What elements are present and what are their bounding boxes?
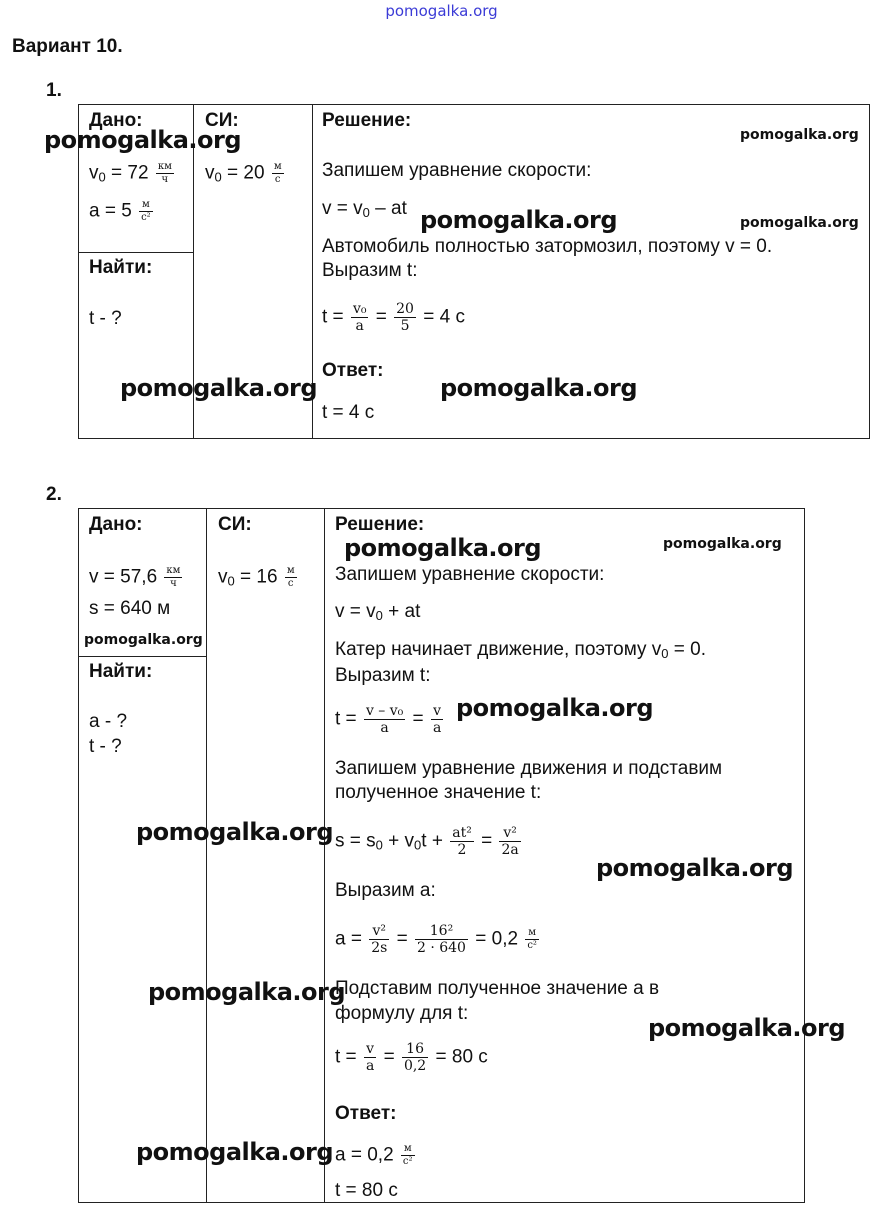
watermark: pomogalka.org <box>740 215 859 231</box>
watermark: pomogalka.org <box>120 374 318 402</box>
row-divider <box>79 656 206 657</box>
solution-line: Автомобиль полностью затормозил, поэтому v = 0. <box>322 236 773 257</box>
unit-fraction: $\frac{м}{\text{с²}}$ <box>402 1143 413 1167</box>
formula-fraction: $\frac{\text{at²}}{2}$ <box>452 825 472 859</box>
solution-line: Выразим t: <box>322 260 418 281</box>
formula-fraction: $\frac{20}{5}$ <box>396 301 414 335</box>
solution-line: Выразим a: <box>335 880 436 901</box>
watermark: pomogalka.org <box>596 854 794 882</box>
given-header: Дано: <box>89 514 143 535</box>
formula-fraction: $\frac{\text{v²}}{2s}$ <box>371 923 388 957</box>
answer-header: Ответ: <box>335 1103 397 1124</box>
row-divider <box>79 252 193 253</box>
solution-formula: t = $\frac{\text{v – v₀}}{a}$ = $\frac{v}{a}$ <box>335 703 442 737</box>
given-v: v = 57,6 $\frac{км}{ч}$ <box>89 565 181 589</box>
solution-line: Запишем уравнение движения и подставим <box>335 758 723 779</box>
watermark: pomogalka.org <box>344 534 542 562</box>
find-header: Найти: <box>89 661 153 682</box>
formula-fraction: $\frac{16}{0,2}$ <box>403 1041 427 1075</box>
formula-fraction: $\frac{v}{a}$ <box>365 1041 375 1075</box>
column-divider <box>206 509 207 1202</box>
solution-line: Запишем уравнение скорости: <box>322 160 592 181</box>
given-header: Дано: <box>89 110 143 131</box>
answer-value: a = 0,2 $\frac{м}{\text{с²}}$ <box>335 1143 413 1167</box>
si-header: СИ: <box>218 514 252 535</box>
watermark: pomogalka.org <box>136 1138 334 1166</box>
given-a: a = 5 $\frac{м}{\text{с²}}$ <box>89 199 151 223</box>
solution-formula: t = $\frac{\text{v₀}}{a}$ = $\frac{20}{5}$ = 4 с <box>322 301 465 335</box>
formula-fraction: $\frac{\text{v₀}}{a}$ <box>352 301 367 335</box>
watermark: pomogalka.org <box>456 694 654 722</box>
solution-line: формулу для t: <box>335 1003 469 1024</box>
solution-header: Решение: <box>335 514 425 535</box>
solution-line: Выразим t: <box>335 665 431 686</box>
given-s: s = 640 м <box>89 598 171 619</box>
watermark: pomogalka.org <box>84 632 203 648</box>
find-t: t - ? <box>89 308 122 329</box>
problem-1-number: 1. <box>46 80 62 101</box>
si-header: СИ: <box>205 110 239 131</box>
watermark: pomogalka.org <box>136 818 334 846</box>
watermark: pomogalka.org <box>44 126 242 154</box>
find-t: t - ? <box>89 736 122 757</box>
unit-fraction: $\frac{м}{\text{с²}}$ <box>527 927 537 952</box>
find-a: a - ? <box>89 711 128 732</box>
find-header: Найти: <box>89 257 153 278</box>
unit-fraction: $\frac{км}{ч}$ <box>157 161 172 185</box>
watermark: pomogalka.org <box>440 374 638 402</box>
solution-line: $v = v_0$ – at <box>322 198 407 220</box>
unit-fraction: $\frac{м}{с}$ <box>273 161 282 185</box>
solution-line: полученное значение t: <box>335 782 542 803</box>
solution-formula: t = $\frac{v}{a}$ = $\frac{16}{0,2}$ = 80 с <box>335 1041 488 1075</box>
answer-value: t = 80 с <box>335 1180 398 1201</box>
unit-fraction: $\frac{м}{с}$ <box>286 565 295 589</box>
watermark: pomogalka.org <box>740 127 859 143</box>
watermark: pomogalka.org <box>663 536 782 552</box>
solution-line: $v = v_0$ + at <box>335 601 421 623</box>
solution-line: Запишем уравнение скорости: <box>335 564 605 585</box>
site-header-link[interactable]: pomogalka.org <box>385 2 498 20</box>
solution-line: Катер начинает движение, поэтому $v_0 = 0$. <box>335 639 707 661</box>
formula-fraction: $\frac{\text{16²}}{2 \cdot 640}$ <box>416 923 466 957</box>
given-v0: $v_0 = 72$ $\frac{км}{ч}$ <box>89 161 172 185</box>
solution-formula: $s = s_0 + v_0t$ + $\frac{\text{at²}}{2}$ = $\frac{\text{v²}}{2a}$ <box>335 825 519 859</box>
solution-formula: a = $\frac{\text{v²}}{2s}$ = $\frac{\text{16²}}{2 \cdot 640}$ = 0,2 $\frac{м}{\text{с²}}$ <box>335 923 537 957</box>
solution-header: Решение: <box>322 110 412 131</box>
solution-line: Подставим полученное значение a в <box>335 978 660 999</box>
si-v0: $v_0 = 16$ $\frac{м}{с}$ <box>218 565 295 589</box>
answer-header: Ответ: <box>322 360 384 381</box>
formula-fraction: $\frac{v}{a}$ <box>432 703 442 737</box>
watermark: pomogalka.org <box>148 978 346 1006</box>
unit-fraction: $\frac{м}{\text{с²}}$ <box>141 199 151 223</box>
formula-fraction: $\frac{\text{v²}}{2a}$ <box>501 825 519 859</box>
problem-2-number: 2. <box>46 484 62 505</box>
watermark: pomogalka.org <box>420 206 618 234</box>
column-divider <box>324 509 325 1202</box>
variant-title: Вариант 10. <box>12 36 123 57</box>
watermark: pomogalka.org <box>648 1014 846 1042</box>
si-v0: $v_0 = 20$ $\frac{м}{с}$ <box>205 161 282 185</box>
formula-fraction: $\frac{\text{v – v₀}}{a}$ <box>365 703 404 737</box>
unit-fraction: $\frac{км}{ч}$ <box>166 565 181 589</box>
answer-value: t = 4 с <box>322 402 375 423</box>
